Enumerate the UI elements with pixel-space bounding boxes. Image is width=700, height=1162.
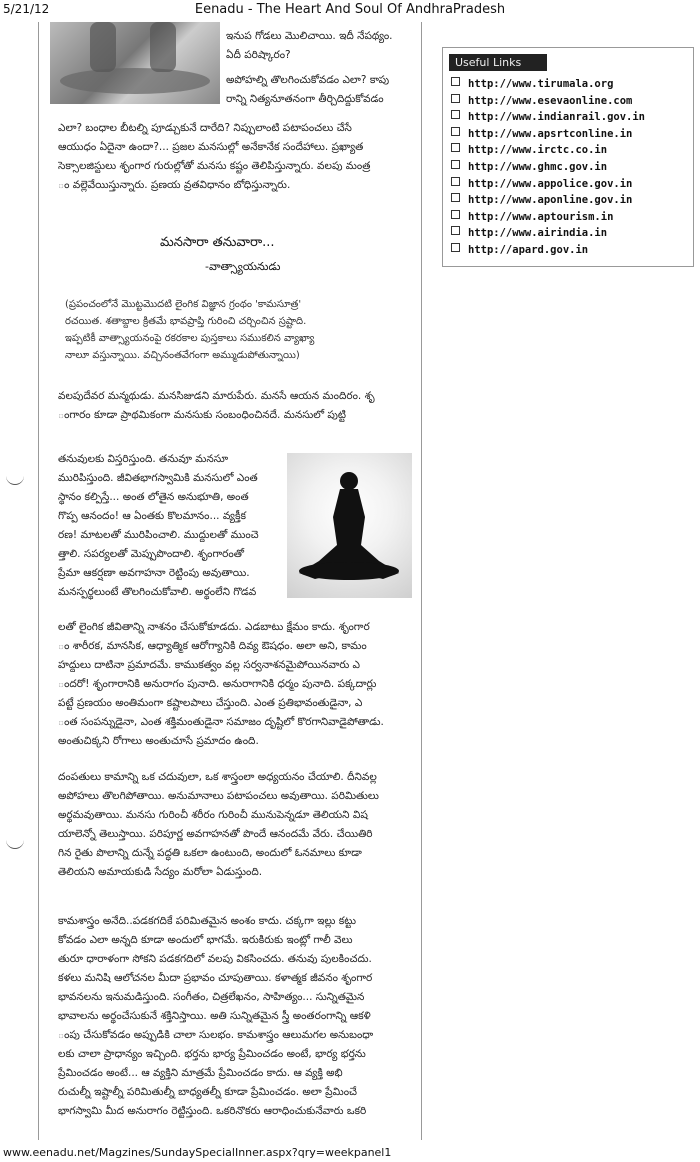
text-line: రుచుల్నీ ఇష్టాల్నీ పరిమితుల్నీ బాధ్యతల్నీ కూడా ప్రేమించడం. అలా ప్రేమించే [58, 1086, 358, 1098]
text-line: ందరో! శృంగారానికి అనురాగం పునాది. అనురాగానికి ధర్మం పునాది. పక్కదార్లు [58, 678, 377, 690]
link-item[interactable] [451, 95, 645, 112]
text-line: ఏదీ పరిష్కారం? [226, 49, 291, 61]
text-line: నాలూ వస్తున్నాయి. వచ్చినంతవేగంగా అమ్ముడుపోతున్నాయి) [65, 350, 300, 361]
square-bullet-icon [451, 160, 460, 169]
text-line: ప్రేమా ఆకర్షణా అవగాహనా రెట్టింపు అవుతాయి. [58, 567, 250, 579]
useful-links-list [451, 78, 645, 261]
link-item[interactable] [451, 78, 645, 95]
text-line: ం శారీరక, మానసిక, ఆధ్యాత్మిక ఆరోగ్యానికి దివ్య ఔషధం. అలా అని, కామం [58, 640, 367, 652]
text-line: గొప్ప ఆనందం! ఆ ఏంతకు కొలమానం... వ్యక్తీక [58, 510, 246, 522]
text-line: అంతుచిక్కని రోగాలు అంతుచూసే ప్రమాదం ఉంది. [58, 735, 259, 747]
text-line: త్తాలి. సపర్యలతో మెప్పుపొందాలి. శృంగారంతో [58, 548, 244, 560]
paragraph-2-wide [58, 618, 418, 751]
paragraph-3 [58, 768, 418, 882]
article-intro [58, 119, 418, 195]
link-item[interactable] [451, 161, 645, 178]
text-line: భావాలను అర్థంచేసుకునే శక్తినిస్తాయి. అతి సున్నితమైన స్త్రీ అంతరంగాన్ని ఆకళి [58, 1010, 371, 1022]
link-item[interactable] [451, 111, 645, 128]
text-line: కళలు మనిషి ఆలోచనల మీదా ప్రభావం చూపుతాయి. కళాత్మక జీవనం శృంగార [58, 972, 373, 984]
square-bullet-icon [451, 226, 460, 235]
text-line: మనస్పర్థలుంటే తొలగించుకోవాలి. అర్థంలేని గొడవ [58, 586, 257, 598]
paragraph-2-narrow [58, 450, 283, 602]
text-line: తనువులకు విస్తరిస్తుంది. తనువూ మనసూ [58, 453, 229, 465]
link-text[interactable]: http://www.ghmc.gov.in [468, 160, 608, 173]
link-item[interactable] [451, 244, 645, 261]
paragraph-1 [58, 387, 418, 425]
square-bullet-icon [451, 143, 460, 152]
square-bullet-icon [451, 127, 460, 136]
text-line: యాలెన్నో తెలుస్తాయి. పరిపూర్ణ అవగాహనతో పొందే ఆనందమే వేరు. చేయితిరి [58, 828, 373, 840]
text-line: పట్టే ప్రణయం అంతిమంగా కష్టాలపాలు చేస్తుంది. ఎంత ప్రతిభావంతుడైనా, ఎ [58, 697, 363, 709]
text-line: ంగారం కూడా ప్రాథమికంగా మనసుకు సంబంధించినదే. మనసులో పుట్టి [58, 409, 346, 421]
link-text[interactable]: http://www.aptourism.in [468, 210, 614, 223]
square-bullet-icon [451, 94, 460, 103]
meditation-photo [287, 453, 412, 598]
text-line: ఇప్పటికీ వాత్స్యాయనంపై రకరకాల పుస్తకాలు సముకలిన వ్యాఖ్యా [65, 333, 315, 344]
text-line: అపోహలు తొలగిపోతాయి. అనుమానాలు పటాపంచలు అవుతాయి. పరిమితులు [58, 790, 379, 802]
paragraph-4 [58, 912, 418, 1121]
text-line: స్థానం కల్పిస్తే... అంత లోతైన అనుభూతి, అంత [58, 491, 249, 503]
square-bullet-icon [451, 77, 460, 86]
link-text[interactable]: http://www.esevaonline.com [468, 94, 633, 107]
margin-mark [6, 474, 24, 485]
print-footer-url: www.eenadu.net/Magzines/SundaySpecialInner.aspx?qry=weekpanel1 [3, 1146, 392, 1159]
text-line: ఎలా? బంధాల బీటల్ని పూడ్చుకునే దారేది? నిప్పులాంటి పటాపంచలు చేసే [58, 122, 352, 134]
article-top-right-text [226, 27, 416, 109]
text-line: అపోహల్ని తొలగించుకోవడం ఎలా? కాపు [226, 74, 390, 86]
link-item[interactable] [451, 194, 645, 211]
text-line: అర్థమవుతాయి. మనసు గురించీ శరీరం గురించీ మునుపెన్నడూ తెలియని విష [58, 809, 368, 821]
text-line: రచయిత. శతాబ్దాల క్రితమే భావప్రాప్తి గురించి చర్చించిన స్రష్టాది. [65, 316, 307, 327]
quote-block [65, 296, 405, 364]
text-line: దంపతులు కామాన్ని ఒక చదువులా, ఒక శాస్త్రంలా అధ్యయనం చేయాలి. దీనివల్ల [58, 771, 377, 783]
text-line: గిన రైతు పొలాన్ని దున్నే పద్ధతి ఒకలా ఉంటుంది, అందులో ఓనమాలు కూడా [58, 847, 362, 859]
text-line: తురూ ధారాళంగా సోకని పడకగదిలో వలపు వికసించదు. తనువు పులకించదు. [58, 953, 372, 965]
text-line: కోవడం ఎలా అన్నది కూడా అందులో భాగమే. ఇరుకిరుకు ఇంట్లో గాలీ వెలు [58, 934, 353, 946]
text-line: (ప్రపంచంలోనే మొట్టమొదటి లైంగిక విజ్ఞాన గ్రంథం 'కామసూత్ర' [65, 299, 302, 310]
square-bullet-icon [451, 243, 460, 252]
link-text[interactable]: http://www.tirumala.org [468, 78, 614, 90]
link-text[interactable]: http://www.irctc.co.in [468, 144, 608, 157]
link-item[interactable] [451, 227, 645, 244]
margin-mark [6, 838, 24, 849]
link-text[interactable]: http://www.indianrail.gov.in [468, 111, 646, 124]
square-bullet-icon [451, 210, 460, 219]
text-line: తెలియని అమాయకుడి సేద్యం మరోలా ఏడుస్తుంది. [58, 866, 263, 878]
text-line: సెక్సాలజిస్టులు శృంగార గురుల్లోతో మనసు కష్టం తెలిపిస్తున్నారు. వలపు మంత్ర [58, 160, 371, 172]
text-line: హద్దులు దాటినా ప్రమాదమే. కాముకత్వం వల్ల సర్వనాశనమైపోయినవారు ఎ [58, 659, 361, 671]
text-line: ం వల్లెవేయిస్తున్నారు. ప్రణయ వ్రతవిధానం బోధిస్తున్నారు. [58, 179, 291, 191]
print-header-title: Eenadu - The Heart And Soul Of AndhraPradesh [194, 2, 506, 17]
link-text[interactable]: http://www.airindia.in [468, 227, 608, 240]
square-bullet-icon [451, 193, 460, 202]
link-text[interactable]: http://www.aponline.gov.in [468, 194, 633, 207]
link-text[interactable]: http://www.apsrtconline.in [468, 127, 633, 140]
print-header-date: 5/21/12 [3, 2, 50, 16]
text-line: కామశాస్త్రం అనేది..పడకగదికే పరిమితమైన అంశం కాదు. చక్కగా ఇల్లు కట్టు [58, 915, 356, 927]
link-text[interactable]: http://www.appolice.gov.in [468, 177, 633, 190]
section-byline: -వాత్స్యాయనుడు [205, 260, 281, 273]
text-line: వలపుదేవర మన్మథుడు. మనసిజుడని మారుపేరు. మనసే ఆయన మందిరం. శృ [58, 390, 375, 402]
link-item[interactable] [451, 178, 645, 195]
square-bullet-icon [451, 110, 460, 119]
text-line: లకు చాలా ప్రాధాన్యం ఇచ్చింది. భర్తను భార్య ప్రేమించడం అంటే, భార్య భర్తను [58, 1048, 366, 1060]
section-heading: మనసారా తనువారా... [160, 235, 275, 250]
statue-photo [50, 22, 220, 104]
text-line: ఆయుధం ఏదైనా ఉందా?... ప్రజల మనసుల్లో అనేకానేక సందేహాలు. ప్రఖ్యాత [58, 141, 364, 153]
text-line: ప్రేమించడం అంటే... ఆ వ్యక్తిని మాత్రమే ప్రేమించడం కాదు. ఆ వ్యక్తి అభి [58, 1067, 343, 1079]
text-line: ంపు చేసుకోవడం అప్పుడికి చాలా సులభం. కామశాస్త్రం ఆలుమగల అనుబంధా [58, 1029, 374, 1041]
text-line: రాన్ని నిత్యనూతనంగా తీర్చిదిద్దుకోవడం [226, 93, 384, 105]
text-line: భావనలను ఇనుమడిస్తుంది. సంగీతం, చిత్రలేఖనం, సాహిత్యం... సున్నితమైన [58, 991, 365, 1003]
link-text[interactable]: http://apard.gov.in [468, 243, 589, 256]
text-line: ఇనుప గోడలు మొలిచాయి. ఇదీ నేపథ్యం. [226, 30, 393, 42]
text-line: రణ! మాటలతో మురిపించాలి. ముద్దులతో ముంచె [58, 529, 259, 541]
link-item[interactable] [451, 211, 645, 228]
useful-links-title: Useful Links [449, 54, 547, 71]
square-bullet-icon [451, 177, 460, 186]
text-line: లతో లైంగిక జీవితాన్ని నాశనం చేసుకోకూడదు. ఎడబాటు క్షేమం కాదు. శృంగార [58, 621, 370, 633]
link-item[interactable] [451, 128, 645, 145]
text-line: భాగస్వామి మీద అనురాగం రెట్టిస్తుంది. ఒకరినొకరు ఆరాధించుకునేవారు ఒకరి [58, 1105, 367, 1117]
text-line: ంత సంపన్నుడైనా, ఎంత శక్తిమంతుడైనా సమాజం దృష్టిలో కొరగానివాడైపోతాడు. [58, 716, 384, 728]
useful-links-panel [442, 47, 694, 267]
link-item[interactable] [451, 144, 645, 161]
text-line: మురిపిస్తుంది. జీవితభాగస్వామికి మనసులో ఎంత [58, 472, 258, 484]
